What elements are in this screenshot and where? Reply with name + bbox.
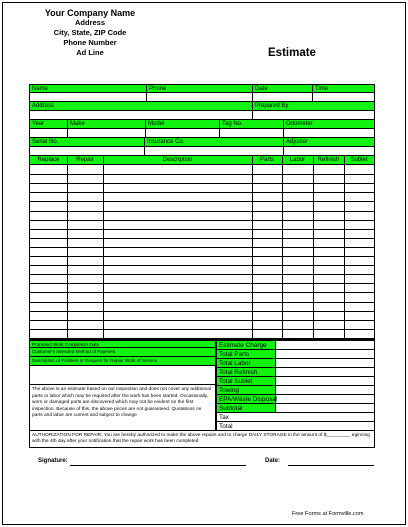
- insurance-co-field[interactable]: [144, 147, 283, 155]
- table-row: [30, 201, 374, 202]
- label-insurance-co: Insurance Co.: [144, 138, 283, 146]
- table-row: [30, 320, 374, 321]
- authorization-text: AUTHORIZATION FOR REPAIR: You are hereby authorized to make the above repairs and to charge DAILY STORAGE in the amount of $_________ eginning with the 4th day after your notification that the repair work has been completed: [29, 431, 375, 448]
- company-address: Address: [74, 18, 105, 27]
- company-city-state-zip: City, State, ZIP Code: [53, 28, 127, 37]
- company-phone: Phone Number: [63, 38, 117, 47]
- total-towing[interactable]: [216, 386, 375, 395]
- company-ad-line: Ad Line: [76, 48, 104, 57]
- make-field[interactable]: [67, 129, 145, 137]
- label-name: Name: [32, 86, 49, 92]
- row-entry-3: [29, 129, 375, 138]
- row-labels-4: [29, 138, 375, 147]
- label-tax: Tax: [217, 413, 276, 421]
- label-proposed-completion-date: Proposed Work Completion Date: [29, 340, 216, 348]
- label-address: Address: [32, 103, 55, 109]
- table-row: [30, 338, 374, 339]
- name-field[interactable]: [30, 93, 146, 101]
- line-items-table: [29, 155, 375, 340]
- table-row: [30, 292, 374, 293]
- line-items-header: [30, 156, 374, 165]
- signature-line[interactable]: [70, 465, 246, 466]
- label-time: Time: [312, 85, 374, 92]
- model-field[interactable]: [145, 129, 219, 137]
- address-field[interactable]: [30, 111, 252, 119]
- header-refinish: Refinish: [317, 157, 340, 163]
- table-row: [30, 265, 374, 266]
- table-row: [30, 238, 374, 239]
- company-name: Your Company Name: [44, 8, 136, 18]
- row-labels-3: [29, 120, 375, 129]
- tag-no-field[interactable]: [219, 129, 283, 137]
- label-total-refinish: Total Refinish: [217, 368, 276, 376]
- total-subtotal[interactable]: [216, 404, 375, 413]
- header-parts: Parts: [259, 157, 274, 163]
- header-replace: Replace: [37, 157, 60, 163]
- header-sublet: Sublet: [350, 157, 368, 163]
- odometer-field[interactable]: [283, 129, 374, 137]
- adjuster-field[interactable]: [283, 147, 374, 155]
- label-subtotal: Subtotal: [217, 404, 276, 412]
- label-make: Make: [67, 120, 145, 128]
- label-date: Date: [252, 85, 312, 92]
- header-labor: Labor: [289, 157, 306, 163]
- total-epa-waste[interactable]: [216, 395, 375, 404]
- time-field[interactable]: [312, 93, 374, 101]
- table-row: [30, 211, 374, 212]
- table-row: [30, 192, 374, 193]
- label-model: Model: [145, 120, 219, 128]
- total-total[interactable]: [216, 422, 375, 431]
- total-tax[interactable]: [216, 413, 375, 422]
- phone-field[interactable]: [146, 93, 252, 101]
- label-adjuster: Adjuster: [283, 138, 374, 146]
- label-total-sublet: Total Sublet: [217, 377, 276, 385]
- year-field[interactable]: [30, 129, 67, 137]
- date-sign-line[interactable]: [288, 465, 374, 466]
- credit-text: Free Forms at Formville.com: [292, 511, 364, 517]
- label-towing: Towing: [217, 386, 276, 394]
- serial-no-field[interactable]: [30, 147, 144, 155]
- label-epa-waste-disposal: EPA/Waste Disposal: [219, 396, 278, 403]
- total-estimate-charge[interactable]: [216, 340, 375, 350]
- signature-label: Signature:: [38, 458, 68, 464]
- total-sublet[interactable]: [216, 377, 375, 386]
- label-total-labor: Total Labor: [217, 359, 276, 367]
- label-year: Year: [32, 121, 45, 127]
- table-row: [30, 302, 374, 303]
- header-repair: Repair: [76, 157, 94, 163]
- label-problem-description: Description of Problem or Request for Repair Work of Service: [29, 357, 216, 366]
- label-total: Total: [217, 422, 276, 430]
- table-row: [30, 274, 374, 275]
- label-phone: Phone: [146, 85, 252, 92]
- label-total-parts: Total Parts: [217, 350, 276, 358]
- table-row: [30, 329, 374, 330]
- label-estimate-charge: Estimate Charge: [217, 341, 276, 349]
- table-row: [30, 256, 374, 257]
- header-description: Description: [162, 157, 193, 163]
- label-prepared-by: Prepared By: [252, 102, 374, 110]
- total-parts[interactable]: [216, 350, 375, 359]
- table-row: [30, 311, 374, 312]
- prepared-by-field[interactable]: [252, 111, 374, 119]
- date-sign-label: Date:: [265, 458, 281, 464]
- estimate-disclaimer: The above is an estimate based on our inspection and does not cover any additional parts or labor which may be required after the work has been started. Occasionally, worn or damaged parts are discovered which may not be evident on the first inspection. Because of this, the above prices are not guaranteed. Quotations on parts and labor are current and subject to change: [29, 385, 216, 431]
- row-labels-1: [29, 84, 375, 93]
- total-labor[interactable]: [216, 359, 375, 368]
- problem-description-field[interactable]: [29, 366, 216, 385]
- table-row: [30, 229, 374, 230]
- row-entry-2: [29, 111, 375, 120]
- total-refinish[interactable]: [216, 368, 375, 377]
- label-odometer: Odometer: [283, 120, 374, 128]
- table-row: [30, 220, 374, 221]
- row-entry-1: [29, 93, 375, 102]
- table-row: [30, 183, 374, 184]
- date-field[interactable]: [252, 93, 312, 101]
- table-row: [30, 247, 374, 248]
- label-serial-no: Serial No.: [32, 139, 59, 145]
- table-row: [30, 174, 374, 175]
- label-tag-no: Tag No.: [219, 120, 283, 128]
- row-labels-2: [29, 102, 375, 111]
- label-payment-method: Customer's Intended Method of Payment: [29, 348, 216, 357]
- document-title: Estimate: [268, 47, 316, 59]
- company-block: [40, 8, 140, 58]
- table-row: [30, 283, 374, 284]
